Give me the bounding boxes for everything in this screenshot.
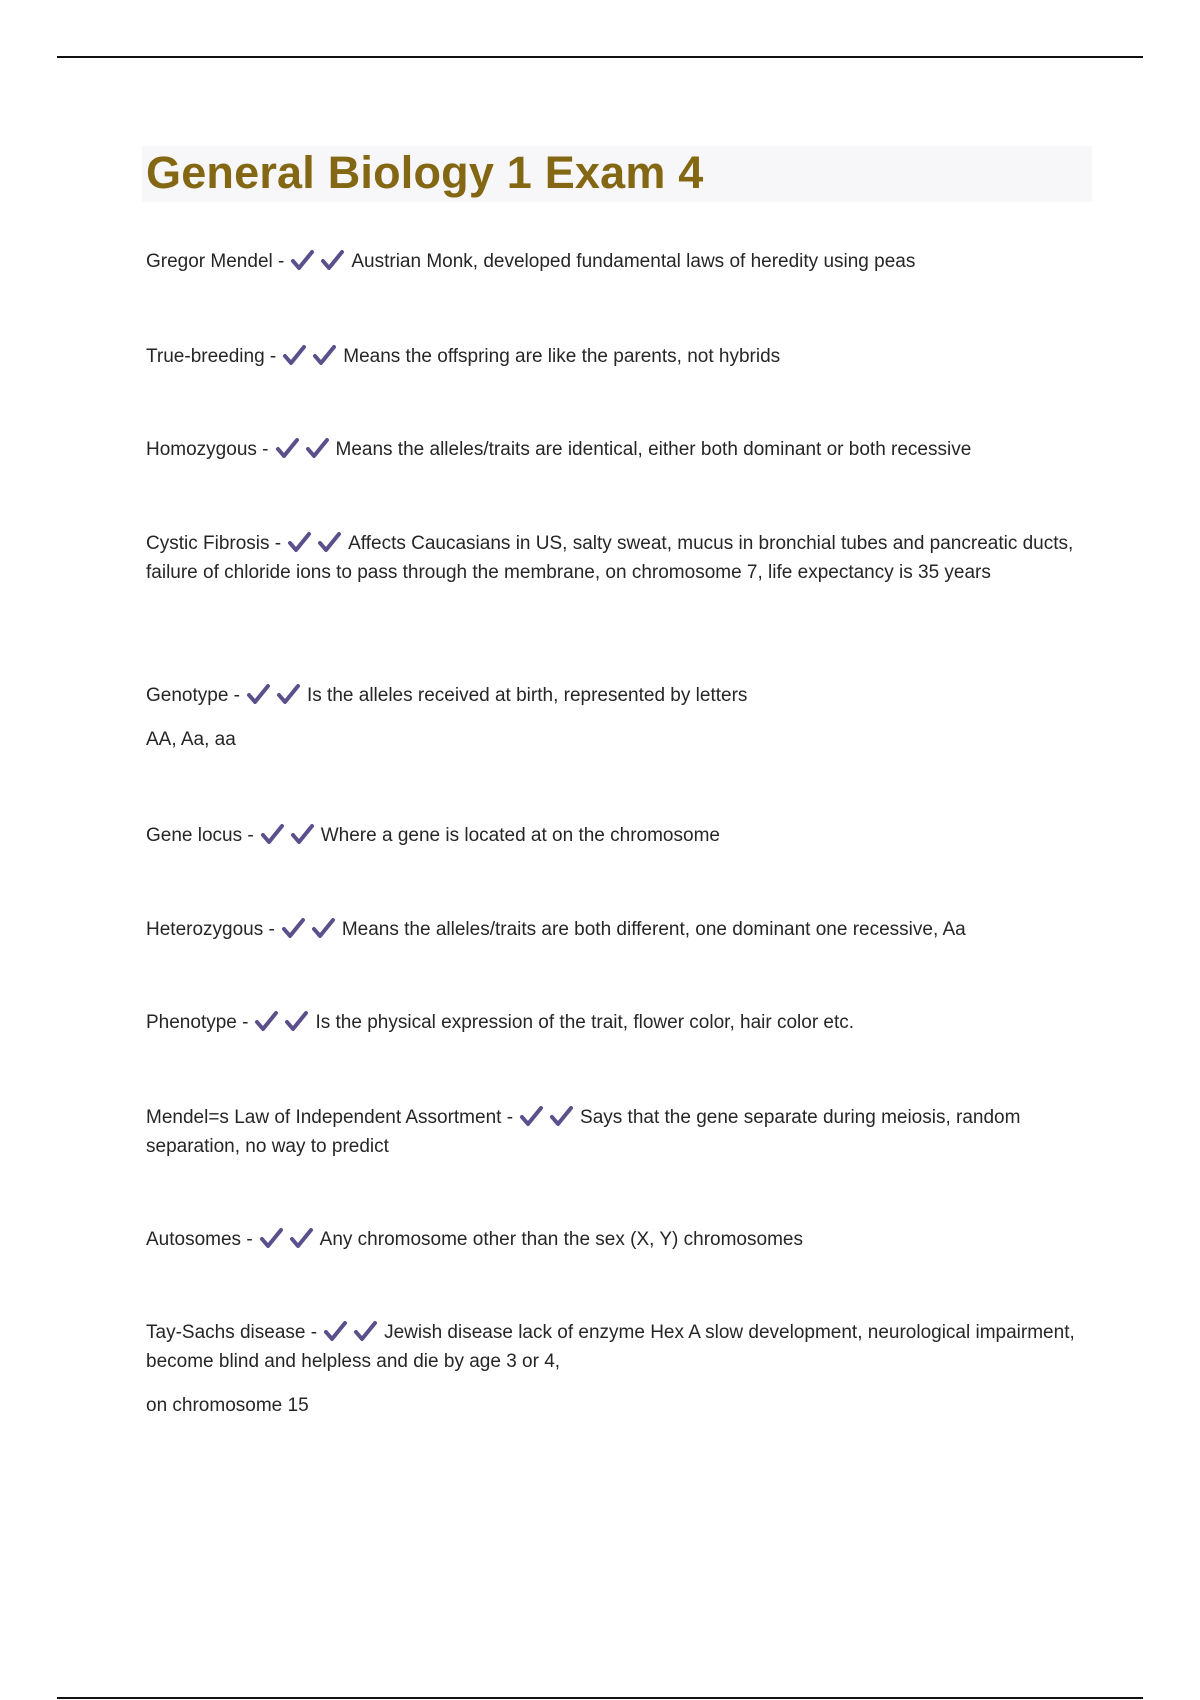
checkmark-icon (259, 1227, 284, 1249)
list-item (146, 1103, 1076, 1161)
definition: Says that the gene separate during meiosis, random separation, no way to predict (146, 1107, 1021, 1157)
entry-line (146, 1318, 1076, 1376)
term: Gene locus - (146, 825, 254, 846)
checkmark-icon (317, 531, 342, 553)
checkmark-icon (289, 1227, 314, 1249)
term: Genotype - (146, 685, 240, 706)
checkmark-icon (246, 683, 271, 705)
checkmark-icon (549, 1105, 574, 1127)
entry-line (146, 821, 1076, 850)
entry-line (146, 915, 1076, 944)
checkmark-icon (284, 1010, 309, 1032)
term: Homozygous - (146, 439, 269, 460)
entry-extra: AA, Aa, aa (146, 729, 236, 750)
definition: Is the physical expression of the trait, flower color, hair color etc. (315, 1012, 855, 1033)
page-title: General Biology 1 Exam 4 (146, 147, 704, 198)
definition: Austrian Monk, developed fundamental laws of heredity using peas (351, 251, 916, 272)
definition: Any chromosome other than the sex (X, Y) chromosomes (319, 1229, 803, 1250)
definition: Jewish disease lack of enzyme Hex A slow development, neurological impairment, become blind and helpless and die by age 3 or 4, (146, 1322, 1075, 1372)
term: Tay-Sachs disease - (146, 1322, 318, 1343)
entry-line (146, 681, 1076, 710)
list-item (146, 821, 1076, 850)
term: Heterozygous - (146, 919, 275, 940)
checkmark-icon (254, 1010, 279, 1032)
list-item (146, 247, 1076, 276)
term: Cystic Fibrosis - (146, 533, 282, 554)
checkmark-icon (275, 437, 300, 459)
list-item (146, 1318, 1076, 1420)
checkmark-icon (260, 823, 285, 845)
term: Mendel=s Law of Independent Assortment - (146, 1107, 514, 1128)
checkmark-icon (519, 1105, 544, 1127)
bottom-rule (57, 1697, 1143, 1699)
checkmark-icon (282, 344, 307, 366)
entry-line (146, 1225, 1076, 1254)
checkmark-icon (276, 683, 301, 705)
term: Gregor Mendel - (146, 251, 285, 272)
list-item (146, 915, 1076, 944)
list-item (146, 529, 1076, 587)
checkmark-icon (323, 1320, 348, 1342)
checkmark-icon (290, 249, 315, 271)
checkmark-icon (287, 531, 312, 553)
list-item (146, 681, 1076, 754)
definition: Where a gene is located at on the chromosome (320, 825, 720, 846)
definition: Means the offspring are like the parents, not hybrids (343, 346, 781, 367)
checkmark-icon (290, 823, 315, 845)
list-item (146, 342, 1076, 371)
checkmark-icon (353, 1320, 378, 1342)
entry-extra: on chromosome 15 (146, 1395, 309, 1416)
checkmark-icon (312, 344, 337, 366)
entry-line (146, 1008, 1076, 1037)
definition: Is the alleles received at birth, represented by letters (307, 685, 748, 706)
definition: Means the alleles/traits are both different, one dominant one recessive, Aa (341, 919, 966, 940)
list-item (146, 1225, 1076, 1254)
top-rule (57, 56, 1143, 58)
checkmark-icon (281, 917, 306, 939)
definition: Affects Caucasians in US, salty sweat, mucus in bronchial tubes and pancreatic ducts, failure of chloride ions to pass through the membrane, on chromosome 7, life expectancy is 35 years (146, 533, 1074, 583)
entry-line (146, 529, 1076, 587)
term: Autosomes - (146, 1229, 253, 1250)
entry-line (146, 342, 1076, 371)
term: Phenotype - (146, 1012, 249, 1033)
definition: Means the alleles/traits are identical, either both dominant or both recessive (335, 439, 972, 460)
list-item (146, 435, 1076, 464)
checkmark-icon (320, 249, 345, 271)
checkmark-icon (305, 437, 330, 459)
checkmark-icon (311, 917, 336, 939)
list-item (146, 1008, 1076, 1037)
entry-line (146, 247, 1076, 276)
entry-line (146, 435, 1076, 464)
term: True-breeding - (146, 346, 277, 367)
entry-line (146, 1103, 1076, 1161)
